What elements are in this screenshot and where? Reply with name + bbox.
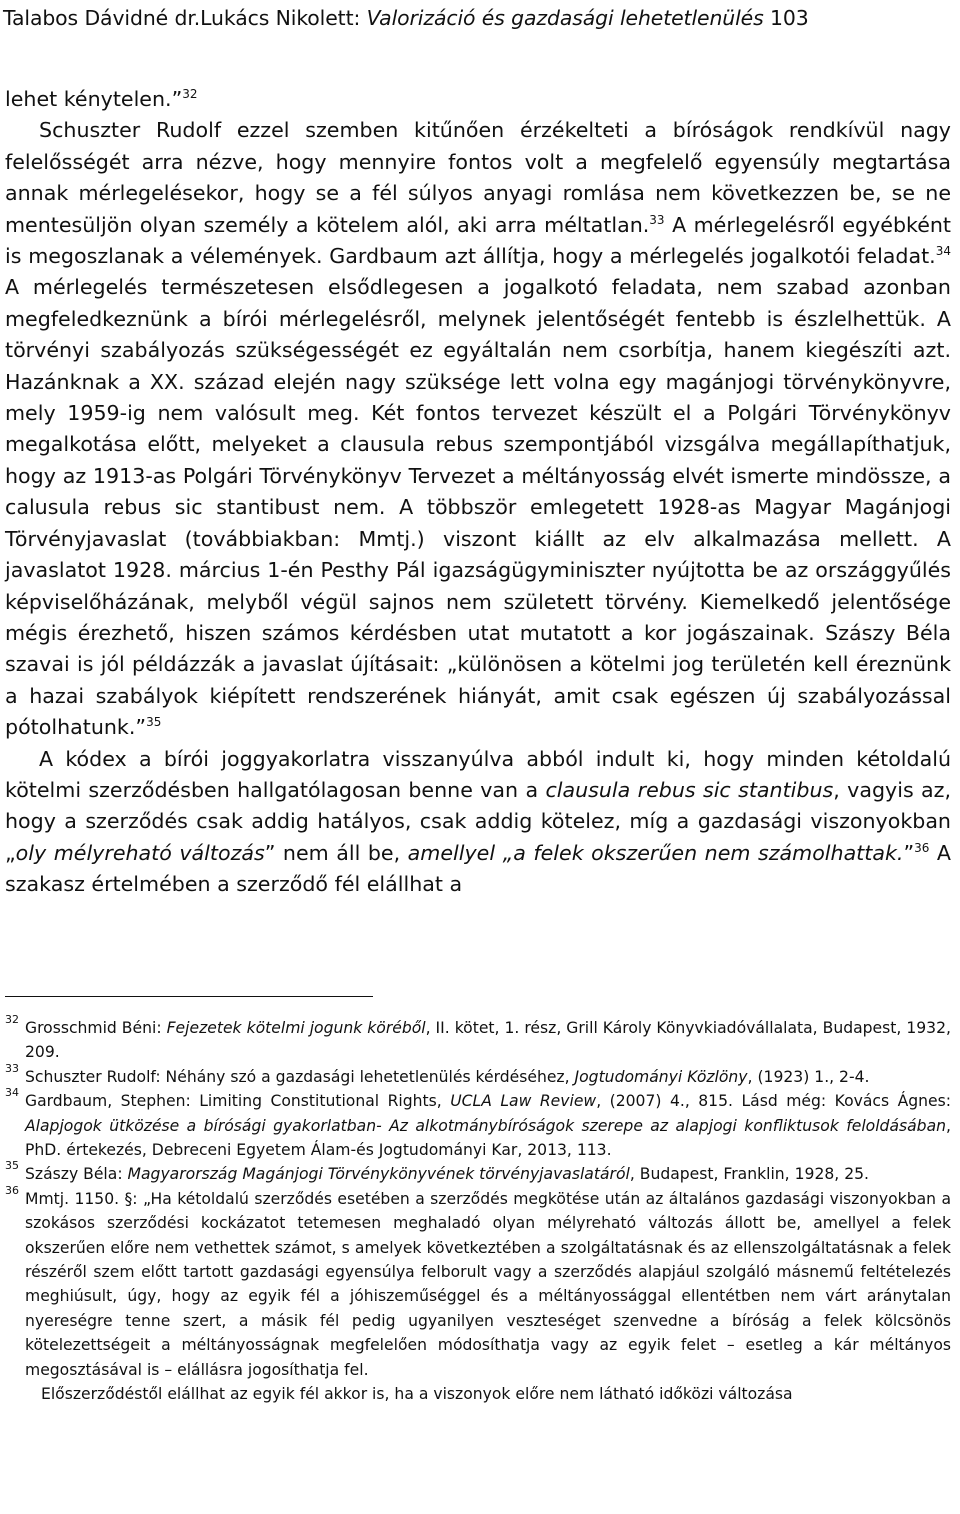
text-run: Schuszter Rudolf: Néhány szó a gazdasági lehetetlenülés kérdéséhez,	[25, 1067, 570, 1086]
footnote-36-continuation: Előszerződéstől elállhat az egyik fél akkor is, ha a viszonyok előre nem látható időközi változása	[41, 1385, 793, 1404]
text-run: lehet kénytelen.”	[5, 87, 183, 111]
text-run: , Budapest, Franklin, 1928, 25.	[629, 1165, 869, 1184]
footnote-number: 32	[5, 1013, 19, 1026]
footnote-34	[5, 1086, 951, 1162]
text-run: A mérlegelésről egyébként is megoszlanak a vélemények. Gardbaum azt állítja, hogy a mérlegelés jogalkotói feladat.	[5, 212, 952, 269]
text-run: A mérlegelés természetesen elsődlegesen a jogalkotó feladata, nem szabad azonban megfeledkeznünk a bírói mérlegelésről, melynek jelentőségét fentebb is észlelhettük. A törvényi szabályozás szükségességét ez egyáltalán nem csorbítja, hanem kiegészíti azt. Hazánknak a XX. század elején nagy szüksége lett volna egy magánjogi törvénykönyvre, mely 1959-ig nem valósult meg. Két fontos tervezet készült el a Polgári Törvénykönyv megalkotása előtt, melyeket a clausula rebus szempontjából vizsgálva megállapíthatjuk, hogy az 1913-as Polgári Törvénykönyv Tervezet a méltányosság elvét ismerte mindössze, a calusula rebus sic stantibust nem. A többször emlegetett 1928-as Magyar Magánjogi Törvényjavaslat (továbbiakban: Mmtj.) viszont kiállt az elv alkalmazása mellett. A javaslatot 1928. március 1-én Pesthy Pál igazságügyminiszter nyújtotta be az országgyűlés képviselőházának, melyből végül sajnos nem született törvény. Kiemelkedő jelentősége mégis érezhető, hiszen számos kérdésben utat mutatott a kor jogászainak. Szászy Béla szavai is jól példázzák a javaslat újításait: „különösen a kötelmi jog területén kell éreznünk a hazai szabályok kiépített rendszerének hiányát, amit csak egészen új szabályozással pótolhatunk.”	[5, 275, 951, 740]
footnote-number: 34	[5, 1086, 19, 1100]
footnote-32	[5, 1013, 951, 1065]
footnote-number: 36	[5, 1183, 19, 1197]
footnote-ref-32: 32	[182, 87, 198, 102]
text-run: A kódex a bírói joggyakorlatra visszanyúlva abból indult ki, hogy minden kétoldalú kötelmi szerződésben hallgatólagosan benne van a	[5, 746, 951, 802]
footnote-33	[5, 1061, 951, 1089]
footnote-number: 35	[5, 1159, 19, 1173]
paragraph-2	[5, 115, 951, 743]
text-run: ”	[903, 840, 915, 865]
italic-quote: oly mélyreható változás	[15, 840, 265, 865]
italic-title: Magyarország Magánjogi Törvénykönyvének törvényjavaslatáról	[127, 1165, 630, 1184]
header-authors: Talabos Dávidné dr.Lukács Nikolett:	[3, 6, 361, 30]
footnote-ref-33: 33	[649, 212, 665, 227]
text-run: , (1923) 1., 2-4.	[747, 1067, 870, 1086]
text-run: Mmtj. 1150. §: „Ha kétoldalú szerződés esetében a szerződés megkötése után az általános gazdasági viszonyokban a szokásos szerződési kockázatot tetemesen meghaladó olyan mélyreható változás állott be, amellyel a felek okszerűen előre nem vethettek számot, s amelyek következtében a szolgáltatásnak és az ellenszolgáltatásnak a felek részéről szem előtt tartott gazdasági egyensúlya felborult vagy a szerződés alapjául szolgáló másnemű feltételezés meghiúsult, úgy, hogy az egyik fél a jóhiszeműséggel és a méltányossággal ellentétben nem várt aránytalan nyereségre tenne szert, a másik fél pedig ugyanilyen veszteséget szenvedne a bíróság a felek kölcsönös kötelezettségeit a méltányosságnak megfelelően módosíthatja vagy az egyik felet – esetleg a kár méltányos megosztásával is – elállásra jogosíthatja fel.	[25, 1189, 951, 1379]
text-run: Szászy Béla:	[25, 1165, 123, 1184]
italic-title: Jogtudományi Közlöny	[574, 1067, 748, 1086]
footnotes	[5, 1013, 951, 1407]
header-title: Valorizáció és gazdasági lehetetlenülés	[366, 6, 764, 30]
text-run: Gardbaum, Stephen: Limiting Constitutional Rights,	[25, 1092, 442, 1111]
paragraph-1	[5, 84, 951, 115]
text-run: A szakasz értelmében a szerződő fél elállhat a	[5, 840, 952, 897]
italic-title: Alapjogok ütközése a bírósági gyakorlatban- Az alkotmánybíróságok szerepe az alapjogi konfliktusok feloldásában	[25, 1116, 947, 1135]
text-run: Grosschmid Béni:	[25, 1019, 162, 1037]
footnote-36	[5, 1183, 951, 1382]
text-run: , vagyis az, hogy a szerződés csak addig hatályos, csak addig kötelez, míg a gazdasági viszonyokban „	[5, 777, 952, 865]
italic-term: clausula rebus sic stantibus	[545, 777, 834, 802]
main-text	[5, 84, 951, 901]
text-run: ” nem áll be,	[264, 840, 401, 865]
footnote-number: 33	[5, 1061, 19, 1075]
footnote-35	[5, 1159, 951, 1186]
text-run: Schuszter Rudolf ezzel szemben kitűnően érzékelteti a bíróságok rendkívül nagy felelősségét arra nézve, hogy mennyire fontos volt a megfelelő egyensúly megtartása annak mérlegelésekor, hogy se a fél súlyos anyagi romlása nem következzen be, se ne mentesüljön olyan személy a kötelem alól, aki arra méltatlan.	[5, 118, 951, 237]
text-run: , PhD. értekezés, Debreceni Egyetem Álam-és Jogtudományi Kar, 2013, 113.	[25, 1116, 951, 1160]
footnote-ref-36: 36	[914, 840, 930, 855]
italic-quote: amellyel „a felek okszerűen nem számolhattak.	[407, 840, 904, 865]
text-run: , II. kötet, 1. rész, Grill Károly Könyvkiadóvállalata, Budapest, 1932, 209.	[25, 1019, 951, 1062]
italic-title: UCLA Law Review	[450, 1092, 597, 1111]
text-run: , (2007) 4., 815. Lásd még: Kovács Ágnes:	[596, 1092, 951, 1111]
paragraph-3	[5, 744, 951, 901]
italic-title: Fejezetek kötelmi jogunk köréből	[166, 1019, 426, 1037]
running-header	[3, 4, 953, 32]
page-number: 103	[770, 6, 809, 30]
footnote-ref-34: 34	[935, 244, 951, 259]
footnote-ref-35: 35	[146, 715, 162, 730]
footnote-separator	[5, 996, 373, 997]
